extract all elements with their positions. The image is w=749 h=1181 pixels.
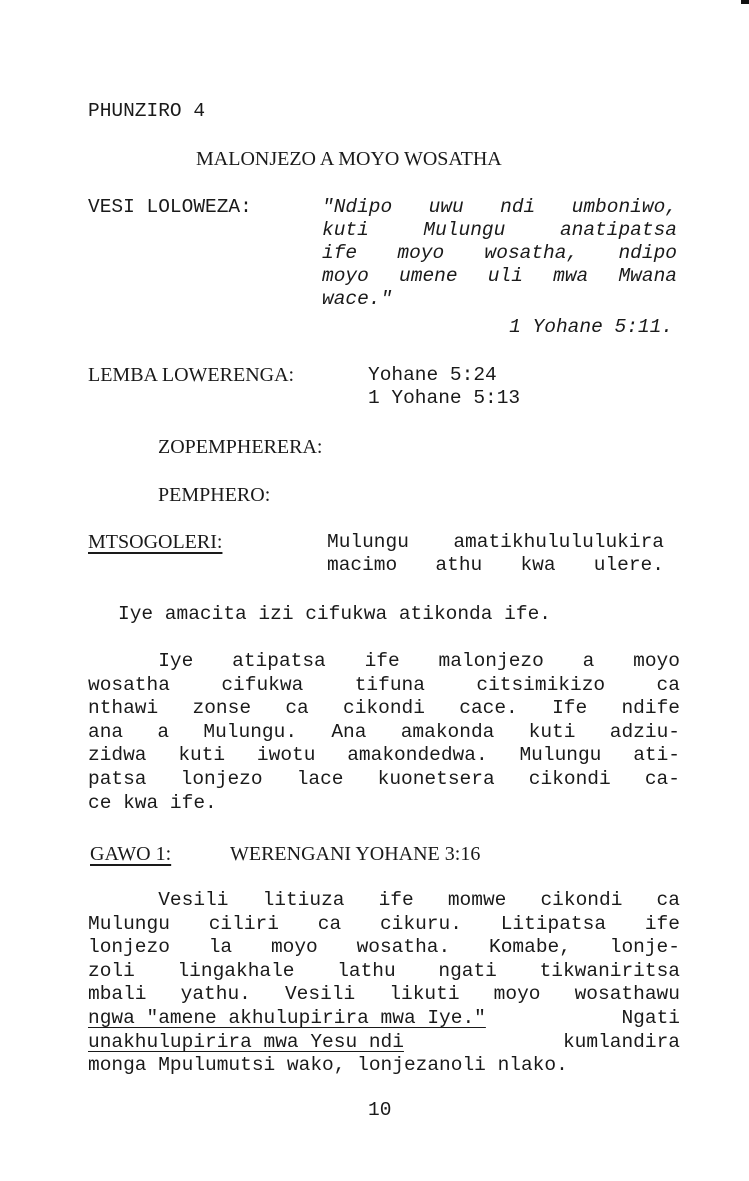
paragraph-2-line (88, 983, 680, 1007)
paragraph-1-line (88, 697, 680, 721)
verse-word: kuti (322, 219, 369, 241)
paragraph-2-word: cikuru. (379, 912, 462, 935)
paragraph-1-word: Ife (552, 697, 588, 720)
paragraph-2-word: moyo (270, 936, 318, 959)
verse-line (322, 242, 677, 265)
verse-line (322, 288, 677, 311)
paragraph-1-word: cikondi (528, 767, 611, 790)
paragraph-1-word: tifuna (354, 673, 425, 696)
paragraph-1 (88, 650, 680, 815)
memory-verse-reference: 1 Yohane 5:11. (509, 316, 673, 338)
paragraph-2-word: Mulungu (88, 912, 170, 935)
paragraph-1-line (88, 792, 680, 816)
paragraph-1-line (88, 768, 680, 792)
paragraph-1-word: ife (364, 650, 400, 672)
paragraph-2-word: momwe (447, 889, 507, 911)
verse-word: ndi (500, 196, 536, 218)
verse-word: ife (322, 242, 358, 264)
paragraph-1-line (88, 674, 680, 698)
paragraph-1-word: ca (285, 697, 309, 720)
paragraph-1-line (88, 650, 680, 674)
leader-word: Mulungu (327, 531, 409, 553)
paragraph-2-word: tikwaniritsa (539, 959, 680, 982)
response-line: Iye amacita izi cifukwa atikonda ife. (118, 603, 551, 625)
paragraph-2-word: Litipatsa (500, 912, 607, 935)
paragraph-2-word: ciliri (208, 912, 279, 935)
paragraph-1-word: moyo (633, 650, 680, 672)
paragraph-1-word: wosatha (88, 673, 170, 696)
paragraph-1-word: ati- (633, 744, 680, 767)
paragraph-2-word: moyo (493, 983, 541, 1006)
reading-label: LEMBA LOWERENGA: (88, 364, 295, 386)
paragraph-2-word: wosatha. (356, 936, 451, 959)
paragraph-2-word: Ngati (621, 1006, 680, 1029)
paragraph-1-word: kuti (528, 720, 576, 743)
verse-word: umene (399, 265, 458, 287)
paragraph-1-line (88, 721, 680, 745)
verse-word: uwu (428, 196, 464, 218)
paragraph-1-word: adziu- (609, 720, 680, 743)
paragraph-2-word: ca (317, 912, 342, 935)
paragraph-2-line (88, 1007, 680, 1031)
paragraph-1-word: ndife (621, 697, 680, 720)
paragraph-2-word: Komabe, (489, 936, 571, 959)
paragraph-2-word: ife (378, 889, 414, 911)
verse-word: ndipo (618, 242, 677, 264)
memory-verse-text (322, 196, 677, 311)
leader-word: amatikhulululukira (453, 531, 664, 553)
paragraph-1-word: malonjezo (438, 650, 544, 672)
paragraph-2-word: zoli (88, 959, 135, 982)
paragraph-1-word: amakondedwa. (347, 744, 488, 767)
paragraph-2 (88, 889, 680, 1078)
reading-ref-2: 1 Yohane 5:13 (368, 387, 521, 409)
paragraph-1-word: ca (656, 673, 680, 696)
paragraph-1-word: amakonda (400, 720, 495, 743)
leader-word: athu (435, 554, 483, 576)
paragraph-1-word: ca- (644, 767, 680, 790)
paragraph-2-word: ca (656, 889, 680, 911)
section-1-heading: WERENGANI YOHANE 3:16 (230, 843, 481, 865)
paragraph-1-word: ce kwa ife. (88, 791, 217, 814)
lesson-title: MALONJEZO A MOYO WOSATHA (196, 148, 502, 170)
paragraph-2-word: ngati (438, 959, 497, 982)
paragraph-2-line (88, 913, 680, 937)
memory-verse-label: VESI LOLOWEZA: (88, 196, 252, 218)
verse-word: moyo (322, 265, 369, 287)
paragraph-1-word: patsa (88, 767, 147, 790)
paragraph-2-word: lonje- (609, 936, 680, 959)
paragraph-1-word: ana (88, 720, 124, 743)
paragraph-1-word: cace. (459, 697, 518, 720)
paragraph-2-line (88, 1031, 680, 1055)
paragraph-1-word: a (157, 720, 170, 743)
paragraph-1-word: a (582, 650, 595, 672)
paragraph-2-word: wosathawu (574, 983, 680, 1006)
page-number: 10 (368, 1099, 392, 1121)
leader-line (327, 554, 664, 577)
lesson-label: PHUNZIRO 4 (88, 100, 206, 122)
verse-line (322, 265, 677, 288)
paragraph-2-word: lonjezo (88, 936, 170, 959)
section-1-label: GAWO 1: (90, 843, 172, 865)
verse-line (322, 219, 677, 242)
paragraph-2-word: litiuza (262, 889, 345, 911)
paragraph-2-word: Vesili (284, 983, 356, 1006)
prayer-label: PEMPHERO: (158, 484, 271, 506)
reading-ref-1: Yohane 5:24 (368, 364, 497, 386)
verse-word: "Ndipo (322, 196, 393, 218)
paragraph-2-word: yathu. (180, 983, 251, 1006)
paragraph-1-word: Iye (88, 650, 194, 672)
verse-word: mwa (553, 265, 589, 287)
paragraph-2-line (88, 960, 680, 984)
paragraph-1-word: iwotu (256, 744, 316, 767)
paragraph-1-line (88, 744, 680, 768)
prayer-requests-label: ZOPEMPHERERA: (158, 436, 323, 458)
paragraph-1-word: zidwa (88, 744, 147, 767)
paragraph-2-line (88, 889, 680, 913)
paragraph-2-line (88, 1054, 680, 1078)
paragraph-2-word: likuti (389, 983, 460, 1006)
verse-word: moyo (397, 242, 445, 264)
paragraph-1-word: lonjezo (180, 767, 263, 790)
paragraph-1-word: lace (296, 767, 344, 790)
paragraph-2-word: la (208, 936, 233, 959)
leader-label: MTSOGOLERI: (88, 531, 223, 553)
paragraph-2-word: kumlandira (562, 1030, 680, 1053)
verse-word: wosatha, (484, 242, 579, 264)
paragraph-2-word: ngwa "amene akhulupirira mwa Iye." (88, 1006, 486, 1029)
verse-word: Mulungu (423, 219, 506, 241)
leader-word: macimo (327, 554, 398, 576)
paragraph-2-word: Vesili (88, 889, 229, 911)
page-edge-mark (741, 0, 749, 4)
paragraph-2-word: ife (644, 912, 680, 935)
paragraph-1-word: kuti (178, 744, 226, 767)
verse-word: uli (487, 265, 523, 287)
leader-word: kwa (520, 554, 556, 576)
verse-word: wace." (322, 288, 393, 310)
paragraph-1-word: Ana (331, 720, 367, 743)
paragraph-1-word: kuonetsera (377, 767, 495, 790)
verse-word: umboniwo, (571, 196, 677, 218)
paragraph-2-word: monga Mpulumutsi wako, lonjezanoli nlako. (88, 1054, 568, 1077)
leader-line (327, 531, 664, 554)
paragraph-1-word: Mulungu. (203, 720, 298, 743)
leader-text (327, 531, 664, 577)
verse-word: anatipatsa (559, 219, 677, 241)
paragraph-1-word: zonse (192, 697, 252, 720)
paragraph-1-word: cikondi (343, 697, 425, 720)
verse-word: Mwana (618, 265, 677, 287)
paragraph-2-word: mbali (88, 983, 147, 1006)
paragraph-2-word: unakhulupirira mwa Yesu ndi (88, 1030, 404, 1053)
paragraph-2-line (88, 936, 680, 960)
paragraph-1-word: Mulungu (519, 744, 602, 767)
paragraph-1-word: citsimikizo (476, 673, 606, 696)
paragraph-2-word: lingakhale (177, 959, 295, 982)
paragraph-2-word: cikondi (540, 889, 623, 911)
leader-word: ulere. (593, 554, 664, 576)
paragraph-1-word: cifukwa (221, 673, 304, 696)
verse-line (322, 196, 677, 219)
paragraph-1-word: nthawi (88, 697, 159, 720)
paragraph-1-word: atipatsa (232, 650, 326, 672)
paragraph-2-word: lathu (337, 959, 396, 982)
